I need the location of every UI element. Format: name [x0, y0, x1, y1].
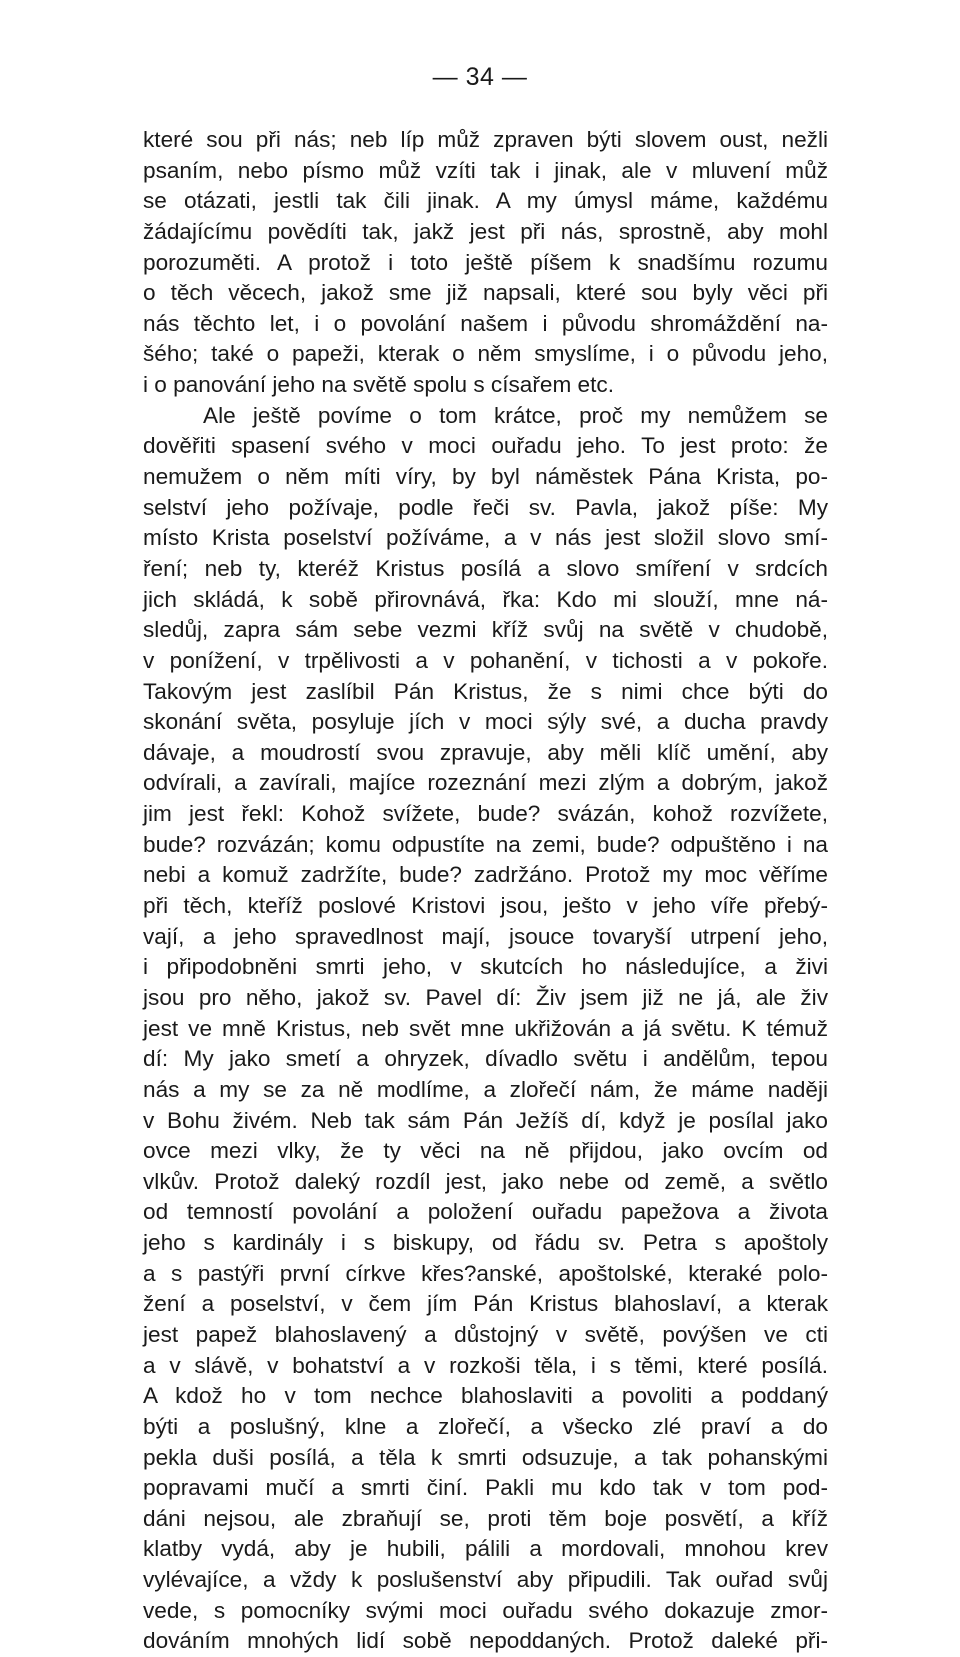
text-line: sledůj, zapra sám sebe vezmi kříž svůj na světě v chudobě,	[143, 617, 828, 643]
text-line: dí: My jako smetí a ohryzek, dívadlo světu i andělům, tepou	[143, 1046, 828, 1072]
text-line: nás těchto let, i o povolání našem i původu shromáždění na-	[143, 310, 828, 336]
text-line: jest ve mně Kristus, neb svět mne ukřižován a já světu. K témuž	[143, 1015, 828, 1041]
text-line: nebi a komuž zadržíte, bude? zadržáno. Protož my moc věříme	[143, 862, 828, 888]
text-line: býti a poslušný, klne a zlořečí, a všecko zlé praví a do	[143, 1413, 828, 1439]
text-line: nemužem o něm míti víry, by byl náměstek Pána Krista, po-	[143, 464, 828, 490]
text-line: selství jeho požívaje, podle řeči sv. Pavla, jakož píše: My	[143, 494, 828, 520]
text-line: dováním mnohých lidí sobě nepoddaných. Protož daleké při-	[143, 1628, 828, 1654]
text-line: jest papež blahoslavený a důstojný v světě, povýšen ve cti	[143, 1321, 828, 1347]
text-line: vylévajíce, a vždy k poslušenství aby připudili. Tak ouřad svůj	[143, 1567, 828, 1593]
text-line: jsou pro něho, jakož sv. Pavel dí: Živ jsem již ne já, ale živ	[143, 984, 828, 1010]
text-line: jim jest řekl: Kohož svížete, bude? svázán, kohož rozvížete,	[143, 801, 828, 827]
text-line: i o panování jeho na světě spolu s císařem etc.	[143, 372, 614, 398]
page-number: — 34 —	[432, 63, 528, 91]
text-line: žádajícímu povědíti tak, jakž jest při nás, sprostně, aby mohl	[143, 218, 828, 244]
text-line: se otázati, jestli tak čili jinak. A my úmysl máme, každému	[143, 188, 828, 214]
text-line: vede, s pomocníky svými moci ouřadu svého dokazuje zmor-	[143, 1597, 828, 1623]
text-line: místo Krista poselství požíváme, a v nás jest složil slovo smí-	[143, 525, 828, 551]
text-line: jeho s kardinály i s biskupy, od řádu sv. Petra s apoštoly	[143, 1230, 828, 1256]
text-line: o těch věcech, jakož sme již napsali, které sou byly věci při	[143, 280, 828, 306]
text-line: A kdož ho v tom nechce blahoslaviti a povoliti a poddaný	[143, 1383, 828, 1409]
text-line: žení a poselství, v čem jím Pán Kristus blahoslaví, a kterak	[143, 1291, 828, 1317]
text-line: ovce mezi vlky, že ty věci na ně přijdou, jako ovcím od	[143, 1138, 828, 1164]
text-line: při těch, kteříž poslové Kristovi jsou, ješto v jeho víře přebý-	[143, 893, 828, 919]
text-line: vlkův. Protož daleký rozdíl jest, jako nebe od země, a světlo	[143, 1168, 828, 1194]
text-line: skonání světa, posyluje jích v moci sýly své, a ducha pravdy	[143, 709, 828, 735]
text-line: odvírali, a zavírali, majíce rozeznání mezi zlým a dobrým, jakož	[143, 770, 828, 796]
text-line: vají, a jeho spravedlnost mají, jsouce tovaryší utrpení jeho,	[143, 923, 828, 949]
text-line: pekla duši posílá, a těla k smrti odsuzuje, a tak pohanskými	[143, 1444, 828, 1470]
text-line: dověřiti spasení svého v moci ouřadu jeho. To jest proto: že	[143, 433, 828, 459]
text-line: dávaje, a moudrostí svou zpravuje, aby měli klíč umění, aby	[143, 739, 828, 765]
text-line: a s pastýři první církve křes?anské, apoštolské, kteraké polo-	[143, 1260, 828, 1286]
text-line: šého; také o papeži, kterak o něm smyslíme, i o původu jeho,	[143, 341, 828, 367]
text-line: Takovým jest zaslíbil Pán Kristus, že s nimi chce býti do	[143, 678, 828, 704]
text-line: které sou při nás; neb líp můž zpraven býti slovem oust, nežli	[143, 127, 828, 152]
text-line: popravami mučí a smrti činí. Pakli mu kdo tak v tom pod-	[143, 1475, 828, 1501]
text-line: dáni nejsou, ale zbraňují se, proti těm boje posvětí, a kříž	[143, 1505, 828, 1531]
text-line: v ponížení, v trpělivosti a v pohanění, v tichosti a v pokoře.	[143, 647, 828, 673]
text-line: nás a my se za ně modlíme, a zlořečí nám, že máme naději	[143, 1076, 828, 1102]
body-text	[143, 125, 828, 1657]
text-line: ření; neb ty, kteréž Kristus posílá a slovo smíření v srdcích	[143, 555, 828, 581]
text-line: i připodobněni smrti jeho, v skutcích ho následujíce, a živi	[143, 954, 828, 980]
text-line: v Bohu živém. Neb tak sám Pán Ježíš dí, když je posílal jako	[143, 1107, 828, 1133]
text-line: od temností povolání a položení ouřadu papežova a života	[143, 1199, 828, 1225]
text-line: klatby vydá, aby je hubili, pálili a mordovali, mnohou krev	[143, 1536, 828, 1562]
text-line: psaním, nebo písmo můž vzíti tak i jinak, ale v mluvení můž	[143, 157, 828, 183]
text-line: a v slávě, v bohatství a v rozkoši těla, i s těmi, které posílá.	[143, 1352, 828, 1378]
text-line: jich skládá, k sobě přirovnává, řka: Kdo mi slouží, mne ná-	[143, 586, 828, 612]
text-line: porozuměti. A protož i toto ještě píšem k snadšímu rozumu	[143, 249, 828, 275]
text-line: Ale ještě povíme o tom krátce, proč my nemůžem se	[203, 402, 828, 428]
text-line: bude? rozvázán; komu odpustíte na zemi, bude? odpuštěno i na	[143, 831, 828, 857]
